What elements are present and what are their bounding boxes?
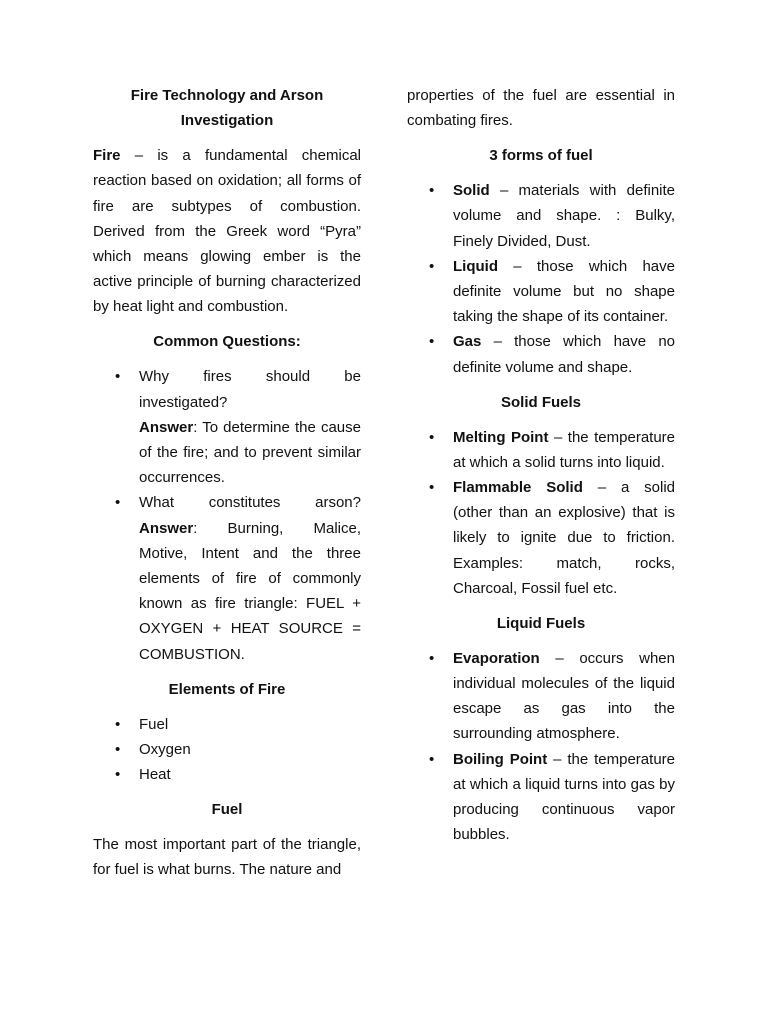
term-description: – those which have definite volume but no shape taking the shape of its container. — [453, 257, 675, 326]
fire-definition-text: – is a fundamental chemical reaction based on oxidation; all forms of fire are subtypes of combustion. Derived from the Greek word “Pyra” which means glowing ember is the active principle of burning characterized by heat light and combustion. — [93, 147, 361, 316]
element-item: • Heat — [93, 762, 361, 787]
list-item — [407, 747, 675, 848]
fire-definition — [93, 143, 361, 319]
forms-of-fuel-list — [407, 178, 675, 380]
fire-term: Fire — [93, 147, 121, 165]
elements-list — [93, 712, 361, 788]
term: Gas — [453, 333, 482, 351]
fuel-paragraph: The most important part of the triangle, for fuel is what burns. The nature and — [93, 836, 361, 879]
answer-text: : Burning, Malice, Motive, Intent and the three elements of fire of commonly known as fire triangle: FUEL + OXYGEN + HEAT SOURCE = COMBUSTION. — [139, 519, 361, 663]
document-title: Fire Technology and Arson Investigation — [130, 87, 324, 130]
answer-text: : To determine the cause of the fire; and to prevent similar occurrences. — [139, 418, 361, 487]
term-description: – a solid (other than an explosive) that is likely to ignite due to friction. Examples: match, rocks, Charcoal, Fossil fuel etc. — [453, 479, 675, 597]
common-questions-heading: Common Questions: — [153, 333, 301, 351]
question-text: What constitutes arson? — [139, 494, 361, 512]
list-item — [407, 475, 675, 601]
answer-label: Answer — [139, 418, 194, 436]
left-column — [93, 83, 361, 892]
list-item — [407, 646, 675, 747]
term: Boiling Point — [453, 750, 548, 768]
term-description: – the temperature at which a liquid turns into gas by producing continuous vapor bubbles. — [453, 750, 675, 844]
liquid-fuels-list — [407, 646, 675, 848]
solid-fuels-heading: Solid Fuels — [500, 393, 581, 411]
term-description: – materials with definite volume and shape. : Bulky, Finely Divided, Dust. — [453, 182, 675, 250]
term: Liquid — [453, 257, 498, 275]
common-questions-list — [93, 364, 361, 666]
question-item — [93, 364, 361, 490]
question-item — [93, 490, 361, 666]
forms-of-fuel-heading: 3 forms of fuel — [489, 147, 593, 165]
element-item: • Fuel — [93, 712, 361, 737]
term: Flammable Solid — [453, 479, 583, 497]
liquid-fuels-heading: Liquid Fuels — [496, 614, 586, 632]
list-item — [407, 329, 675, 379]
solid-fuels-list — [407, 425, 675, 601]
right-column — [407, 83, 675, 857]
term: Solid — [453, 182, 490, 200]
term-description: – occurs when individual molecules of the liquid escape as gas into the surrounding atmosphere. — [453, 649, 675, 743]
answer-label: Answer — [139, 519, 194, 537]
list-item — [407, 178, 675, 254]
term-description: – those which have no definite volume and shape. — [453, 333, 675, 376]
fuel-paragraph-continued: properties of the fuel are essential in combating fires. — [407, 87, 675, 130]
list-item — [407, 425, 675, 475]
elements-of-fire-heading: Elements of Fire — [168, 680, 286, 698]
term: Evaporation — [453, 649, 540, 667]
term: Melting Point — [453, 428, 549, 446]
fuel-heading: Fuel — [211, 801, 243, 819]
list-item — [407, 254, 675, 330]
term-description: – the temperature at which a solid turns into liquid. — [453, 428, 676, 471]
question-text: • Why fires should be investigated? — [139, 368, 361, 411]
element-item: • Oxygen — [93, 737, 361, 762]
